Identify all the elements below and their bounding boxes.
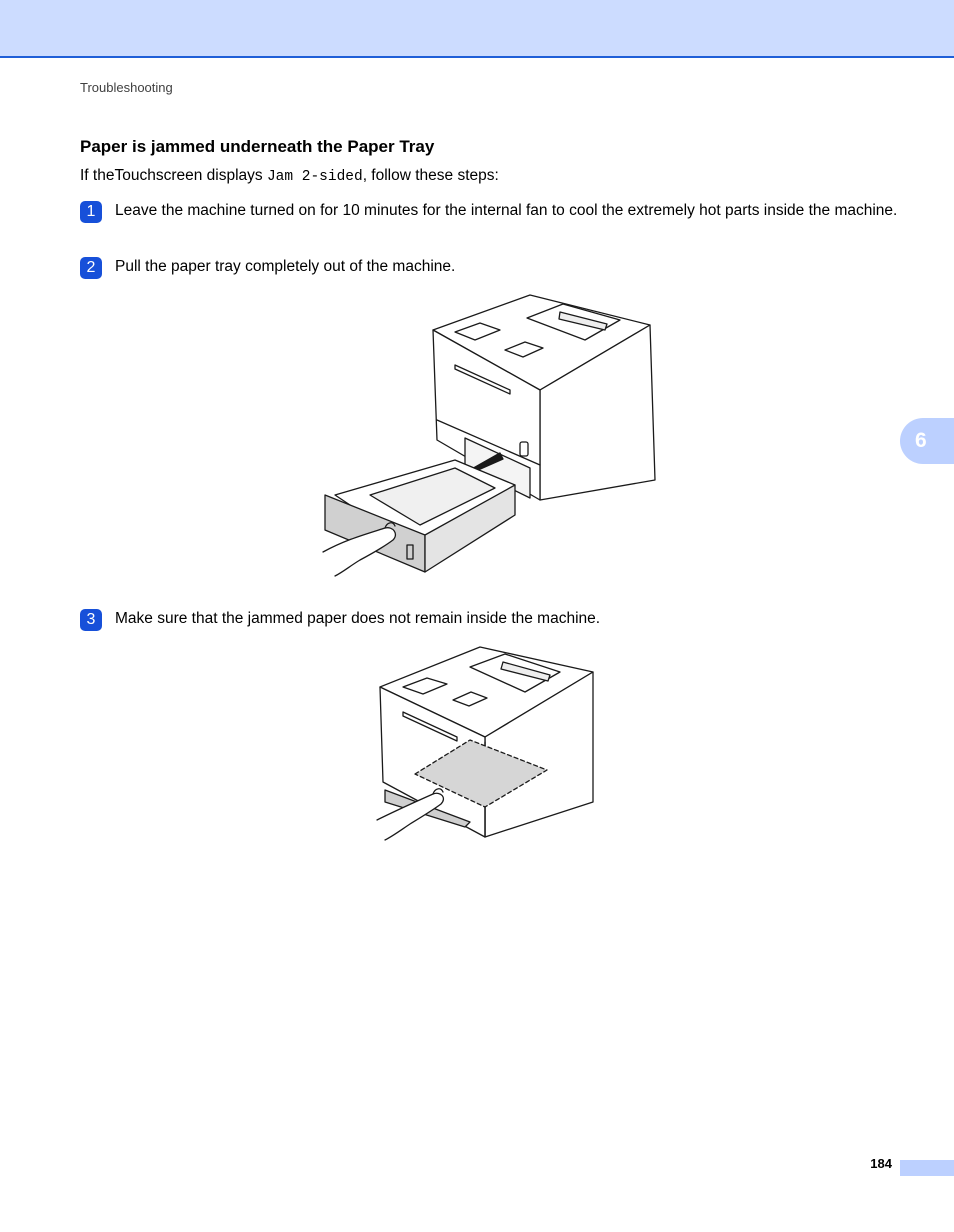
page-number: 184 — [870, 1156, 892, 1171]
step-number-badge: 1 — [80, 201, 102, 223]
step-number-badge: 3 — [80, 609, 102, 631]
step-text: Leave the machine turned on for 10 minutes for the internal fan to cool the extremely hot parts inside the machine. — [115, 202, 898, 219]
step-1 — [80, 201, 900, 221]
lcd-message: Jam 2-sided — [266, 169, 363, 185]
header-band — [0, 0, 954, 58]
step-number-badge: 2 — [80, 257, 102, 279]
step-text: Make sure that the jammed paper does not remain inside the machine. — [115, 610, 601, 627]
jammed-paper-check-illustration — [375, 642, 600, 847]
footer-bar — [900, 1160, 954, 1176]
printer-tray-removed-illustration — [315, 290, 665, 580]
step-text: Pull the paper tray completely out of the machine. — [115, 258, 456, 275]
intro-before: If theTouchscreen displays — [80, 167, 267, 184]
section-title: Paper is jammed underneath the Paper Tray — [80, 137, 435, 156]
intro-paragraph — [80, 167, 499, 185]
chapter-tab: 6 — [900, 418, 954, 464]
breadcrumb: Troubleshooting — [80, 80, 173, 95]
step-3 — [80, 609, 900, 629]
step-2 — [80, 257, 900, 277]
intro-after: , follow these steps: — [362, 167, 499, 184]
